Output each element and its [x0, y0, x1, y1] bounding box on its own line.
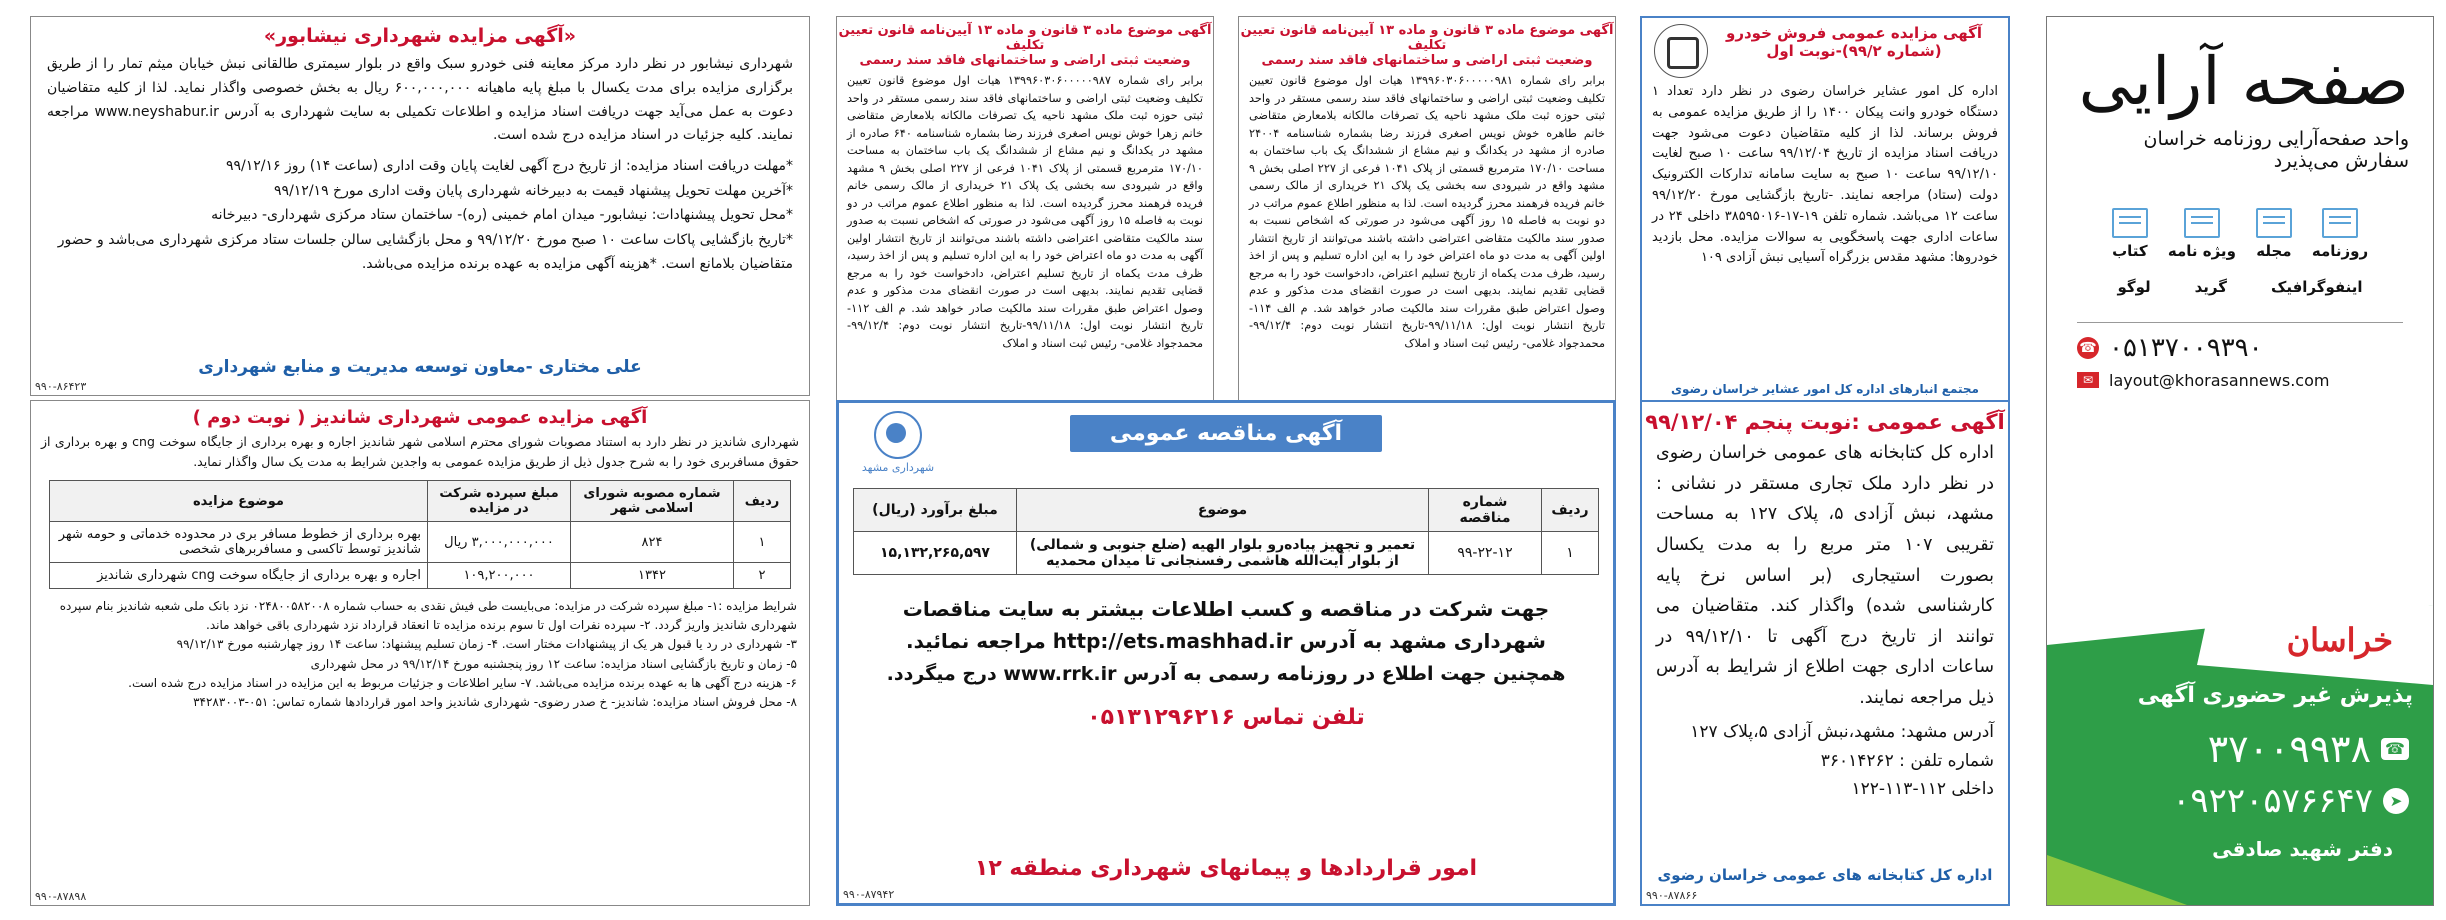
banner-phone3: ۰۹۲۲۰۵۷۶۶۴۷ — [2172, 781, 2373, 821]
banner-brand: خراسان — [2286, 621, 2393, 659]
tender-title: آگهی مناقصه عمومی — [1070, 415, 1382, 452]
shandiz-condition: ۵- زمان و تاریخ بازگشایی اسناد مزایده: ساعت ۱۲ روز پنجشنبه مورخ ۹۹/۱۲/۱۴ در محل شهرداری — [310, 656, 797, 671]
ad-neyshabur-auction — [30, 16, 810, 396]
promo-items-row2 — [2047, 278, 2433, 296]
book-icon — [2112, 208, 2148, 238]
ad-library — [1640, 400, 2010, 906]
emblem-icon — [1667, 37, 1699, 69]
tribal-logo — [1654, 24, 1708, 78]
neyshabur-item: *تاریخ بازگشایی پاکات ساعت ۱۰ صبح مورخ ۹۹/۱۲/۲۰ و محل بازگشایی سالن جلسات ستاد مرکزی شهرداری می‌باشد و حضور متقاضیان بلامانع است. *هزینه آگهی مزایده به عهده برنده مزایده می‌باشد. — [57, 231, 793, 273]
tender-col-subject: موضوع — [1017, 489, 1429, 532]
library-address: آدرس مشهد: مشهد،نبش آزادی ۵،پلاک ۱۲۷ — [1690, 721, 1994, 742]
shandiz-condition: ۳- شهرداری در رد یا قبول هر یک از پیشنهادات مختار است. ۴- زمان تسلیم پیشنهاد: ساعت ۱۴ روز چهارشنبه مورخ ۹۹/۱۲/۱۳ — [176, 637, 797, 652]
library-code: ۹۹۰-۸۷۸۶۶ — [1646, 889, 1698, 902]
ad-article3-a — [1238, 16, 1616, 416]
neyshabur-code: ۹۹۰-۸۶۴۲۳ — [35, 380, 87, 393]
table-row: ۲ ۱۳۴۲ ۱۰۹,۲۰۰,۰۰۰ اجاره و بهره برداری از جایگاه سوخت cng شهرداری شاندیز — [50, 563, 791, 589]
tender-table — [853, 488, 1599, 575]
promo-item-grid: گرید — [2194, 277, 2227, 296]
shandiz-table — [49, 480, 791, 589]
ad-tender — [836, 400, 1616, 906]
article3a-title: آگهی موضوع ماده ۳ قانون و ماده ۱۳ آیین‌نامه قانون تعیین تکلیف — [1240, 23, 1614, 53]
promo-phone: ۰۵۱۳۷۰۰۹۳۹۰ — [2109, 332, 2263, 363]
article3a-body: برابر رای شماره ۱۳۹۹۶۰۳۰۶۰۰۰۰۰۹۸۱ هیات اول موضوع قانون تعیین تکلیف وضعیت ثبتی اراضی و ساختمانهای فاقد سند رسمی مستقر در واحد ثبتی حوزه ثبت ملک مشهد ناحیه یک تصرفات مالکانه بلامعارض متقاضی خانم طاهره خوش نویس اصغری فرزند رضا بشماره شناسنامه ۲۴۰۰۴ صادره از مشهد در یکدانگ و نیم مشاع از ششدانگ یک باب ساختمان به مساحت ۱۷۰/۱۰ مترمربع قسمتی از پلاک ۱۰۴۱ فرعی از ۲۲۷ اصلی بخش ۹ مشهد واقع در شیرودی سه بخشی یک پلاک ۲۱ خریداری از مالک رسمی خانم فریده فرهمند محرز گردیده است. لذا به منظور اطلاع عموم مراتب در دو نوبت به فاصله ۱۵ روز آگهی می‌شود در صورتی که اشخاص نسبت به صدور سند مالکیت متقاضی اعتراضی داشته باشند می‌توانند از تاریخ انتشار اولین آگهی به مدت دو ماه اعتراض خود را به این اداره تسلیم و پس از اخذ رسید، ظرف مدت یکماه از تاریخ تسلیم اعتراض، دادخواست خود را به مرجع قضایی تقدیم نمایند. بدیهی است در صورت انقضای مدت مذکور و عدم وصول اعتراض طبق مقررات سند مالکیت صادر خواهد شد. م الف ۱۱۴-تاریخ انتشار نوبت اول: ۹۹/۱۱/۱۸-تاریخ انتشار نوبت دوم: ۹۹/۱۲/۴- محمدجواد غلامی- رئیس ثبت اسناد و املاک — [1249, 74, 1606, 350]
tender-col-row: ردیف — [1542, 489, 1599, 532]
banner-phone2: ۳۷۰۰۹۹۳۸ — [2207, 727, 2371, 771]
tender-col-estimate: مبلغ برآورد (ریال) — [854, 489, 1017, 532]
khorasan-banner — [2047, 605, 2433, 905]
newspaper-icon — [2322, 208, 2358, 238]
promo-item-special: ویژه نامه — [2168, 208, 2236, 260]
telephone-icon: ☎ — [2381, 738, 2409, 760]
shandiz-col-deposit: مبلغ سپرده شرکت در مزایده — [428, 481, 571, 522]
promo-item-book: کتاب — [2112, 208, 2148, 260]
neyshabur-body: شهرداری نیشابور در نظر دارد مرکز معاینه فنی خودرو سبک واقع در بلوار سیمتری طالقانی نبش خیابان میثم تمار را از طریق برگزاری مزایده برای مدت یکسال با مبلغ پایه ماهیانه ۶۰۰,۰۰۰,۰۰۰ ریال به بخش خصوصی واگذار نماید. لذا از کلیه متقاضیان دعوت به عمل می‌آید جهت دریافت اسناد مزایده و اطلاعات تکمیلی به سایت شهرداری به آدرس www.neyshabur.ir مراجعه نمایند. کلیه جزئیات در اسناد مزایده درج شده است. — [47, 56, 794, 144]
promo-title: صفحه آرایی — [2078, 43, 2409, 120]
shandiz-col-resolution: شماره مصوبه شورای اسلامی شهر — [571, 481, 734, 522]
shandiz-code: ۹۹۰-۸۷۸۹۸ — [35, 890, 87, 903]
library-signature: اداره کل کتابخانه های عمومی خراسان رضوی — [1657, 866, 1993, 884]
tender-phone: تلفن تماس ۰۵۱۳۱۲۹۶۲۱۶ — [1087, 705, 1365, 731]
neyshabur-item: *آخرین مهلت تحویل پیشنهاد قیمت به دبیرخانه شهرداری پایان وقت اداری مورخ ۹۹/۱۲/۱۹ — [274, 182, 793, 199]
article3b-body: برابر رای شماره ۱۳۹۹۶۰۳۰۶۰۰۰۰۰۹۸۷ هیات اول موضوع قانون تعیین تکلیف وضعیت ثبتی اراضی و ساختمانهای فاقد سند رسمی مستقر در واحد ثبتی حوزه ثبت ملک مشهد ناحیه یک تصرفات مالکانه بلامعارض متقاضی خانم زهرا خوش نویس اصغری فرزند رضا بشماره شناسنامه ۶۴۰ صادره از مشهد در یکدانگ و نیم مشاع از ششدانگ یک باب ساختمان به مساحت ۱۷۰/۱۰ مترمربع قسمتی از پلاک ۱۰۴۱ فرعی از ۲۲۷ اصلی بخش ۹ مشهد واقع در شیرودی سه بخشی یک پلاک ۲۱ خریداری از مالک رسمی خانم فریده فرهمند محرز گردیده است. لذا به منظور اطلاع عموم مراتب در دو نوبت به فاصله ۱۵ روز آگهی می‌شود در صورتی که اشخاص نسبت به صدور سند مالکیت متقاضی اعتراضی داشته باشند می‌توانند از تاریخ انتشار اولین آگهی به مدت دو ماه اعتراض خود را به این اداره تسلیم و پس از اخذ رسید، ظرف مدت یکماه از تاریخ تسلیم اعتراض، دادخواست خود را به مرجع قضایی تقدیم نمایند. بدیهی است در صورت انقضای مدت مذکور و عدم وصول اعتراض طبق مقررات سند مالکیت صادر خواهد شد. م الف ۱۱۲-تاریخ انتشار نوبت اول: ۹۹/۱۱/۱۸-تاریخ انتشار نوبت دوم: ۹۹/۱۲/۴- محمدجواد غلامی- رئیس ثبت اسناد و املاک — [847, 74, 1204, 350]
shandiz-title: آگهی مزایده عمومی شهرداری شاندیز ( نوبت دوم ) — [192, 407, 648, 428]
neyshabur-signature: علی مختاری -معاون توسعه مدیریت و منابع شهرداری — [198, 357, 642, 377]
ad-tribal-car-sale — [1640, 16, 2010, 416]
banner-office: دفتر شهید صادقی — [2212, 837, 2393, 861]
table-row: ۱ ۸۲۴ ۳,۰۰۰,۰۰۰,۰۰۰ ریال بهره برداری از خطوط مسافر بری در محدوده خدماتی و حومه شهر شاندیز توسط تاکسی و مسافربرهای شخصی — [50, 522, 791, 563]
magazine-icon — [2256, 208, 2292, 238]
tribal-title2: (شماره ۹۹/۲)-نوبت اول — [1766, 42, 1942, 60]
telegram-icon: ➤ — [2383, 788, 2409, 814]
tender-code: ۹۹۰-۸۷۹۴۲ — [843, 888, 895, 901]
library-ext: داخلی ۱۱۲-۱۱۳-۱۲۲ — [1851, 779, 1994, 800]
ad-article3-b — [836, 16, 1214, 416]
library-title: آگهی عمومی :نوبت پنجم ۹۹/۱۲/۰۴ — [1645, 410, 2005, 434]
library-body: اداره کل کتابخانه های عمومی خراسان رضوی در نظر دارد ملک تجاری مستقر در نشانی : مشهد، نبش آزادی ۵، پلاک ۱۲۷ به مساحت تقریبی ۱۰۷ متر مربع را به مدت یکسال بصورت استیجاری (بر اساس نرخ پایه کارشناسی شده) واگذار کند. متقاضیان می توانند از تاریخ درج آگهی تا ۹۹/۱۲/۱۰ در ساعات اداری جهت اطلاع از شرایط به آدرس ذیل مراجعه نمایند. — [1656, 443, 1995, 708]
promo-subtitle: واحد صفحه‌آرایی روزنامه خراسان — [2143, 127, 2409, 150]
promo-item-magazine: مجله — [2256, 208, 2292, 260]
promo-panel — [2046, 16, 2434, 906]
shandiz-col-subject: موضوع مزایده — [50, 481, 428, 522]
shandiz-condition: شرایط مزایده :۱- مبلغ سپرده شرکت در مزایده: می‌بایست طی فیش نقدی به حساب شماره ۰۲۴۸۰۰۵۸۲۰۰۸ نزد بانک ملی شعبه شاندیز بنام سپرده شهرداری شاندیز واریز گردد. ۲- سپرده نفرات اول تا سوم برنده مزایده تا انعقاد قرارداد نزد شهرداری باقی خواهد ماند. — [59, 599, 797, 633]
article3a-title2: وضعیت ثبتی اراضی و ساختمانهای فاقد سند رسمی — [1261, 53, 1593, 68]
promo-subtitle2: سفارش می‌پذیرد — [2273, 149, 2409, 172]
shandiz-col-row: ردیف — [734, 481, 791, 522]
promo-item-infographic: اینفوگرافیک — [2270, 277, 2363, 296]
tender-logo — [853, 411, 943, 491]
email-icon: ✉ — [2077, 372, 2099, 388]
ad-shandiz-auction — [30, 400, 810, 906]
promo-contact — [2077, 322, 2403, 390]
promo-item-logo: لوگو — [2117, 277, 2151, 296]
tribal-signature: مجتمع انبارهای اداره کل امور عشایر خراسان رضوی — [1671, 382, 1979, 396]
shandiz-intro: شهرداری شاندیز در نظر دارد به استناد مصوبات شورای محترم اسلامی شهر شاندیز اجاره و بهره برداری از جایگاه سوخت cng و بهره برداری از حقوق مسافربری خود را به شرح جدول ذیل از طریق مزایده عمومی به واجدین شرایط به مدت یک سال واگذار نماید. — [41, 434, 799, 469]
tribal-body: اداره کل امور عشایر خراسان رضوی در نظر دارد تعداد ۱ دستگاه خودرو وانت پیکان ۱۴۰۰ را از طریق مزایده عمومی به فروش برساند. لذا از کلیه متقاضیان دعوت می‌شود جهت دریافت اسناد مزایده از تاریخ ۹۹/۱۲/۰۴ ساعت ۱۰ صبح لغایت ۹۹/۱۲/۱۰ ساعت ۱۰ صبح به سایت سامانه تدارکات الکترونیک دولت (ستاد) مراجعه نمایند. -تاریخ بازگشایی مورخ ۹۹/۱۲/۲۰ ساعت ۱۲ می‌باشد. شماره تلفن ۱۹-۱۷-۳۸۵۹۵۰۱۶ داخلی ۲۴ در ساعات اداری جهت پاسخگویی به سوالات مزایده. محل بازدید خودروها: مشهد مقدس بزرگراه آسیایی نبش آزادی ۱۰۹ — [1652, 84, 1998, 266]
tender-text1: جهت شرکت در مناقصه و کسب اطلاعات بیشتر به سایت مناقصات شهرداری مشهد به آدرس http://ets.mashhad.ir مراجعه نمائید. — [902, 597, 1550, 653]
neyshabur-item: *مهلت دریافت اسناد مزایده: از تاریخ درج آگهی لغایت پایان وقت اداری (ساعت ۱۴) روز ۹۹/۱۲/۱۶ — [225, 158, 793, 175]
special-issue-icon — [2184, 208, 2220, 238]
table-row: ۱ ۹۹-۲۲-۱۲ تعمیر و تجهیز پیاده‌رو بلوار الهیه (ضلع جنوبی و شمالی) از بلوار آیت‌الله هاشمی رفسنجانی تا میدان محمدیه ۱۵,۱۳۲,۲۶۵,۵۹۷ — [854, 532, 1599, 575]
tender-col-number: شماره مناقصه — [1429, 489, 1542, 532]
shandiz-condition: ۸- محل فروش اسناد مزایده: شاندیز- خ صدر رضوی- شهرداری شاندیز واحد امور قراردادها شماره تماس: ۰۵۱-۳۴۲۸۳۰۰۳ — [193, 694, 797, 709]
phone-icon: ☎ — [2077, 337, 2099, 359]
promo-item-newspaper: روزنامه — [2312, 208, 2368, 260]
neyshabur-item: *محل تحویل پیشنهادات: نیشابور- میدان امام خمینی (ره)- ساختمان ستاد مرکزی شهرداری- دبیرخانه — [211, 207, 793, 224]
neyshabur-title: «آگهی مزایده شهرداری نیشابور» — [263, 25, 577, 47]
promo-email[interactable]: layout@khorasannews.com — [2109, 370, 2330, 390]
tender-text2: همچنین جهت اطلاع در روزنامه رسمی به آدرس www.rrk.ir درج میگردد. — [886, 663, 1566, 685]
article3b-title2: وضعیت ثبتی اراضی و ساختمانهای فاقد سند رسمی — [859, 53, 1191, 68]
promo-items-row1 — [2047, 208, 2433, 260]
library-phone: شماره تلفن : ۳۶۰۱۴۲۶۲ — [1820, 750, 1994, 771]
mashhad-emblem-icon — [874, 411, 922, 459]
tribal-title: آگهی مزایده عمومی فروش خودرو — [1726, 24, 1982, 42]
shandiz-condition: ۶- هزینه درج آگهی ها به عهده برنده مزایده می‌باشد. ۷- سایر اطلاعات و جزئیات مربوط به این مزایده در اسناد مزایده درج شده است. — [128, 675, 797, 690]
banner-reception: پذیرش غیر حضوری آگهی — [2137, 683, 2413, 708]
tender-signature: امور قراردادها و پیمانهای شهرداری منطقه ۱۲ — [974, 856, 1478, 881]
article3b-title: آگهی موضوع ماده ۳ قانون و ماده ۱۳ آیین‌نامه قانون تعیین تکلیف — [838, 23, 1212, 53]
tender-logo-text: شهرداری مشهد — [861, 461, 935, 474]
